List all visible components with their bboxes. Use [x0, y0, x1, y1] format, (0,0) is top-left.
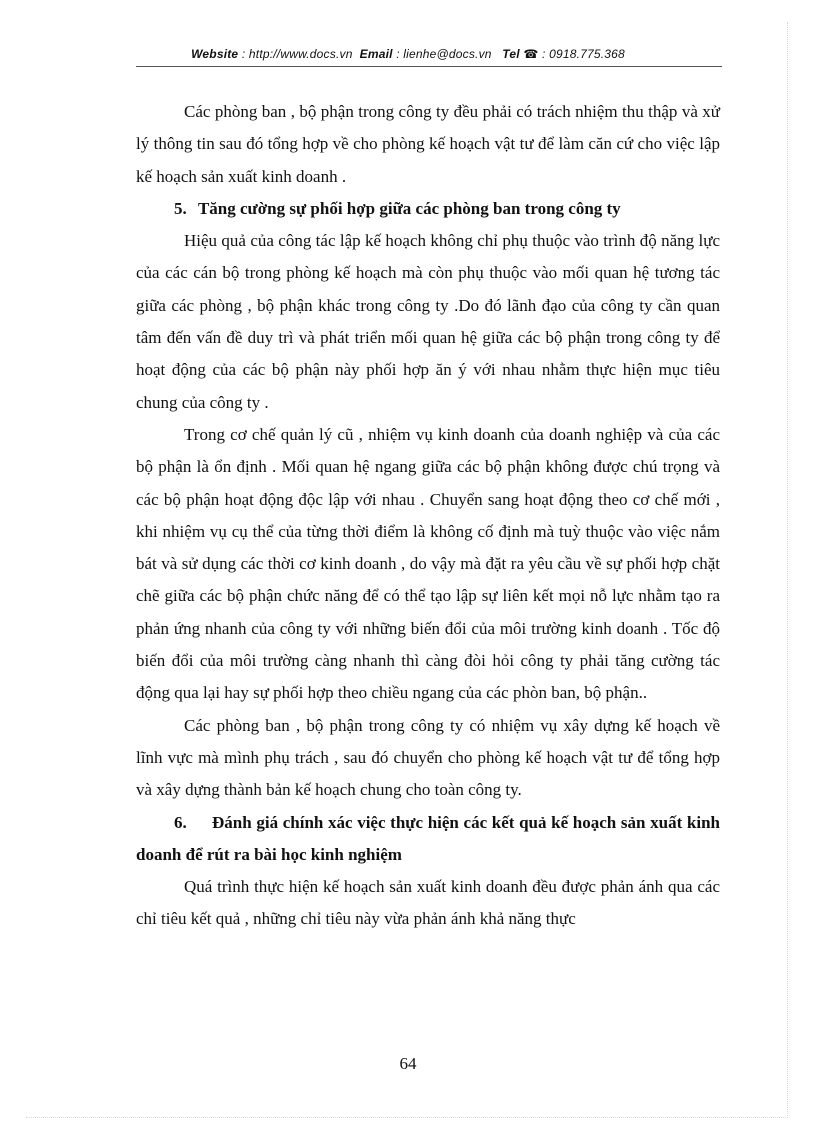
- website-link[interactable]: http://www.docs.vn: [248, 47, 353, 61]
- email-separator: :: [392, 47, 404, 61]
- tel-separator: :: [538, 47, 550, 61]
- section-5-number: 5.: [174, 198, 187, 218]
- section-6-number: 6.: [174, 812, 187, 832]
- page-number: 64: [399, 1054, 417, 1073]
- paragraph-3: Trong cơ chế quản lý cũ , nhiệm vụ kinh doanh của doanh nghiệp và của các bộ phận là ổn định . Mối quan hệ ngang giữa các bộ phận không được chú trọng và các bộ phận hoạt động độc lập với nhau . Chuyển sang hoạt động theo cơ chế mới , khi nhiệm vụ cụ thể của từng thời điểm là không cố định mà tuỳ thuộc vào việc nắm bát và sử dụng các thời cơ kinh doanh , do vậy mà đặt ra yêu cầu về sự phối hợp chặt chẽ giữa các bộ phận chức năng để có thể tạo lập sự liên kết mọi nỗ lực nhằm tạo ra phản ứng nhanh của công ty với những biến đổi của môi trường kinh doanh . Tốc độ biến đổi của môi trường càng nhanh thì càng đòi hỏi công ty phải tăng cường tác động qua lại hay sự phối hợp theo chiều ngang của các phòn ban, bộ phận..: [136, 424, 720, 703]
- section-6-heading: [136, 807, 720, 872]
- paragraph-2: Hiệu quả của công tác lập kế hoạch không chỉ phụ thuộc vào trình độ năng lực của các cán bộ trong phòng kế hoạch mà còn phụ thuộc vào mối quan hệ tương tác giữa các phòng , bộ phận khác trong công ty .Do đó lãnh đạo của công ty cần quan tâm đến vấn đề duy trì và phát triển mối quan hệ giữa các bộ phận trong công ty để hoạt động của các bộ phận này phối hợp ăn ý với nhau nhằm thực hiện mục tiêu chung của công ty .: [136, 231, 720, 412]
- section-5-heading: [136, 193, 720, 225]
- website-label: Website: [191, 47, 239, 61]
- email-label: Email: [359, 47, 393, 61]
- paragraph-1: Các phòng ban , bộ phận trong công ty đều phải có trách nhiệm thu thập và xử lý thông tin sau đó tổng hợp về cho phòng kế hoạch vật tư để làm căn cứ cho việc lập kế hoạch sản xuất kinh doanh .: [136, 102, 720, 186]
- tel-number: 0918.775.368: [549, 47, 625, 61]
- phone-icon: ☎: [523, 47, 539, 61]
- paragraph-5: Quá trình thực hiện kế hoạch sản xuất kinh doanh đều được phản ánh qua các chỉ tiêu kết quả , những chỉ tiêu này vừa phản ánh khả năng thực: [136, 877, 720, 929]
- email-link[interactable]: lienhe@docs.vn: [403, 47, 492, 61]
- document-body: [136, 96, 720, 936]
- header-rule: [136, 66, 722, 67]
- section-6-title: Đánh giá chính xác việc thực hiện các kết quả kế hoạch sản xuất kinh doanh để rút ra bài học kinh nghiệm: [136, 812, 720, 864]
- page-header: [0, 47, 816, 61]
- tel-label: Tel: [502, 47, 520, 61]
- section-5-title: Tăng cường sự phối hợp giữa các phòng ban trong công ty: [197, 198, 621, 218]
- paragraph-4: Các phòng ban , bộ phận trong công ty có nhiệm vụ xây dựng kế hoạch về lĩnh vực mà mình phụ trách , sau đó chuyển cho phòng kế hoạch vật tư để tổng hợp và xây dựng thành bản kế hoạch chung cho toàn công ty.: [136, 715, 720, 800]
- website-separator: :: [238, 47, 249, 61]
